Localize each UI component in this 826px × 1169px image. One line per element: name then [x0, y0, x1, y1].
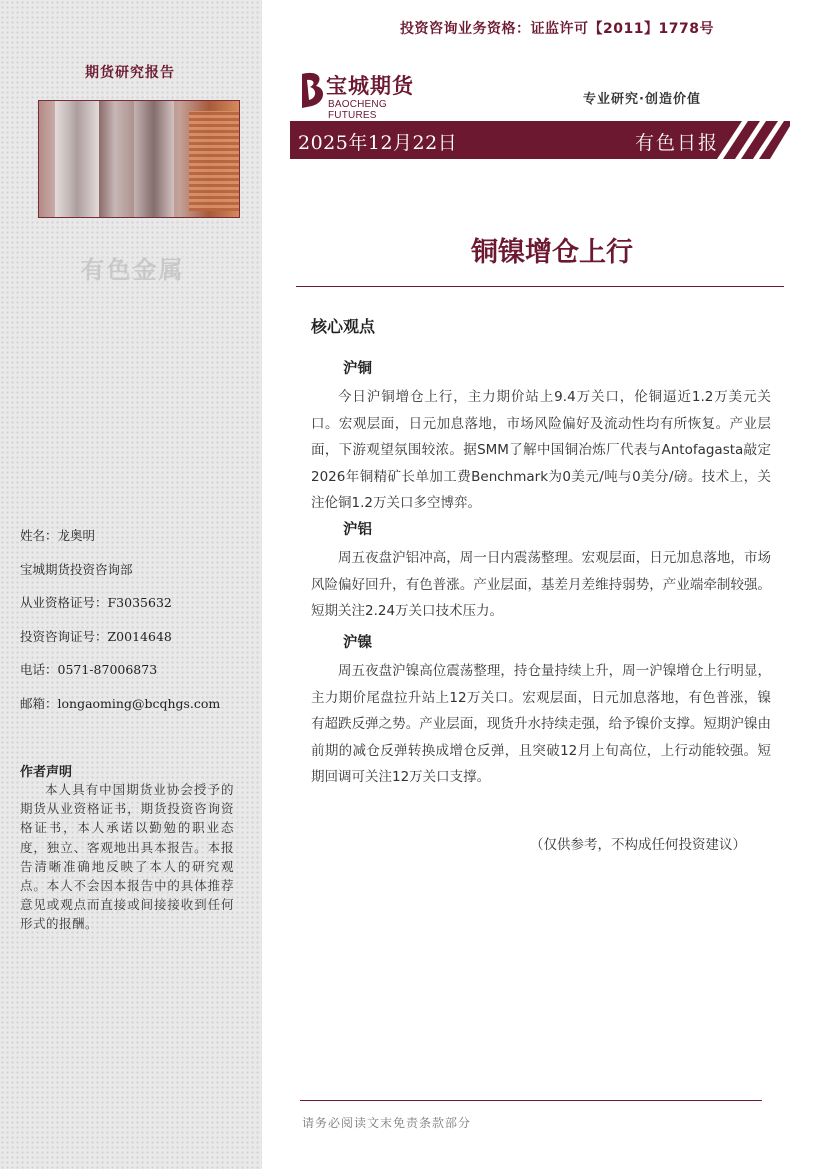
section-title: 沪镍 [343, 634, 372, 651]
core-view-heading: 核心观点 [311, 317, 376, 336]
section-aluminum [311, 518, 771, 625]
analyst-phone: 电话：0571-87006873 [20, 662, 158, 677]
analyst-consulting-no: 投资咨询证号：Z0014648 [20, 628, 172, 644]
company-slogan: 专业研究·创造价值 [583, 92, 701, 107]
section-body: 周五夜盘沪铝冲高，周一日内震荡整理。宏观层面，日元加息落地，市场风险偏好回升，有色普涨。产业层面，基差月差维持弱势，产业端牵制较强。短期关注2.24万关口技术压力。 [311, 550, 771, 619]
analyst-contact [20, 527, 250, 728]
qualification-line: 投资咨询业务资格：证监许可【2011】1778号 [400, 21, 714, 37]
category-label: 有色金属 [80, 256, 185, 284]
disclaimer-note: （仅供参考，不构成任何投资建议） [530, 837, 746, 853]
report-title: 铜镍增仓上行 [471, 237, 633, 268]
section-body: 周五夜盘沪镍高位震荡整理，持仓量持续上升，周一沪镍增仓上行明显，主力期价尾盘拉升站上12万关口。宏观层面，日元加息落地，有色普涨，镍有超跌反弹之势。产业层面，现货升水持续走强，给予镍价支撑。短期沪镍由前期的减仓反弹转换成增仓反弹，且突破12月上旬高位，上行动能较强。短期回调可关注12万关口支撑。 [311, 663, 771, 785]
author-statement-body: 本人具有中国期货业协会授予的期货从业资格证书，期货投资咨询资格证书，本人承诺以勤勉的职业态度，独立、客观地出具本报告。本报告清晰准确地反映了本人的研究观点。本人不会因本报告中的具体推荐意见或观点而直接或间接接收到任何形式的报酬。 [20, 782, 234, 932]
analyst-name: 姓名：龙奥明 [20, 528, 96, 543]
section-body: 今日沪铜增仓上行，主力期价站上9.4万关口，伦铜逼近1.2万美元关口。宏观层面，日元加息落地，市场风险偏好及流动性均有所恢复。产业层面，下游观望氛围较浓。据SMM了解中国铜冶炼厂代表与Antofagasta敲定2026年铜精矿长单加工费Benchmark为0美元/吨与0美分/磅。技术上，关注伦铜1.2万关口多空博弈。 [311, 389, 771, 511]
report-type-label: 期货研究报告 [85, 65, 175, 81]
logo-chinese-name: 宝城期货 [326, 74, 414, 98]
footer-note: 请务必阅读文末免责条款部分 [302, 1116, 472, 1130]
date-banner [290, 121, 790, 159]
author-statement-title: 作者声明 [20, 765, 73, 780]
section-copper [311, 357, 771, 517]
title-divider [296, 286, 784, 287]
footer-divider [300, 1100, 762, 1101]
report-date: 2025年12月22日 [298, 132, 458, 154]
analyst-department: 宝城期货投资咨询部 [20, 561, 133, 577]
section-title: 沪铜 [343, 360, 372, 377]
analyst-qualification-no: 从业资格证号：F3035632 [20, 595, 172, 610]
logo-mark-icon [298, 70, 328, 114]
logo-english-name: BAOCHENG FUTURES [328, 99, 387, 121]
section-title: 沪铝 [343, 521, 372, 538]
metal-cover-photo [38, 100, 240, 218]
analyst-email[interactable]: 邮箱：longaoming@bcqhgs.com [20, 695, 221, 711]
company-logo [298, 70, 438, 121]
section-nickel [311, 631, 771, 791]
sidebar [0, 0, 262, 1169]
report-kind: 有色日报 [635, 132, 720, 154]
